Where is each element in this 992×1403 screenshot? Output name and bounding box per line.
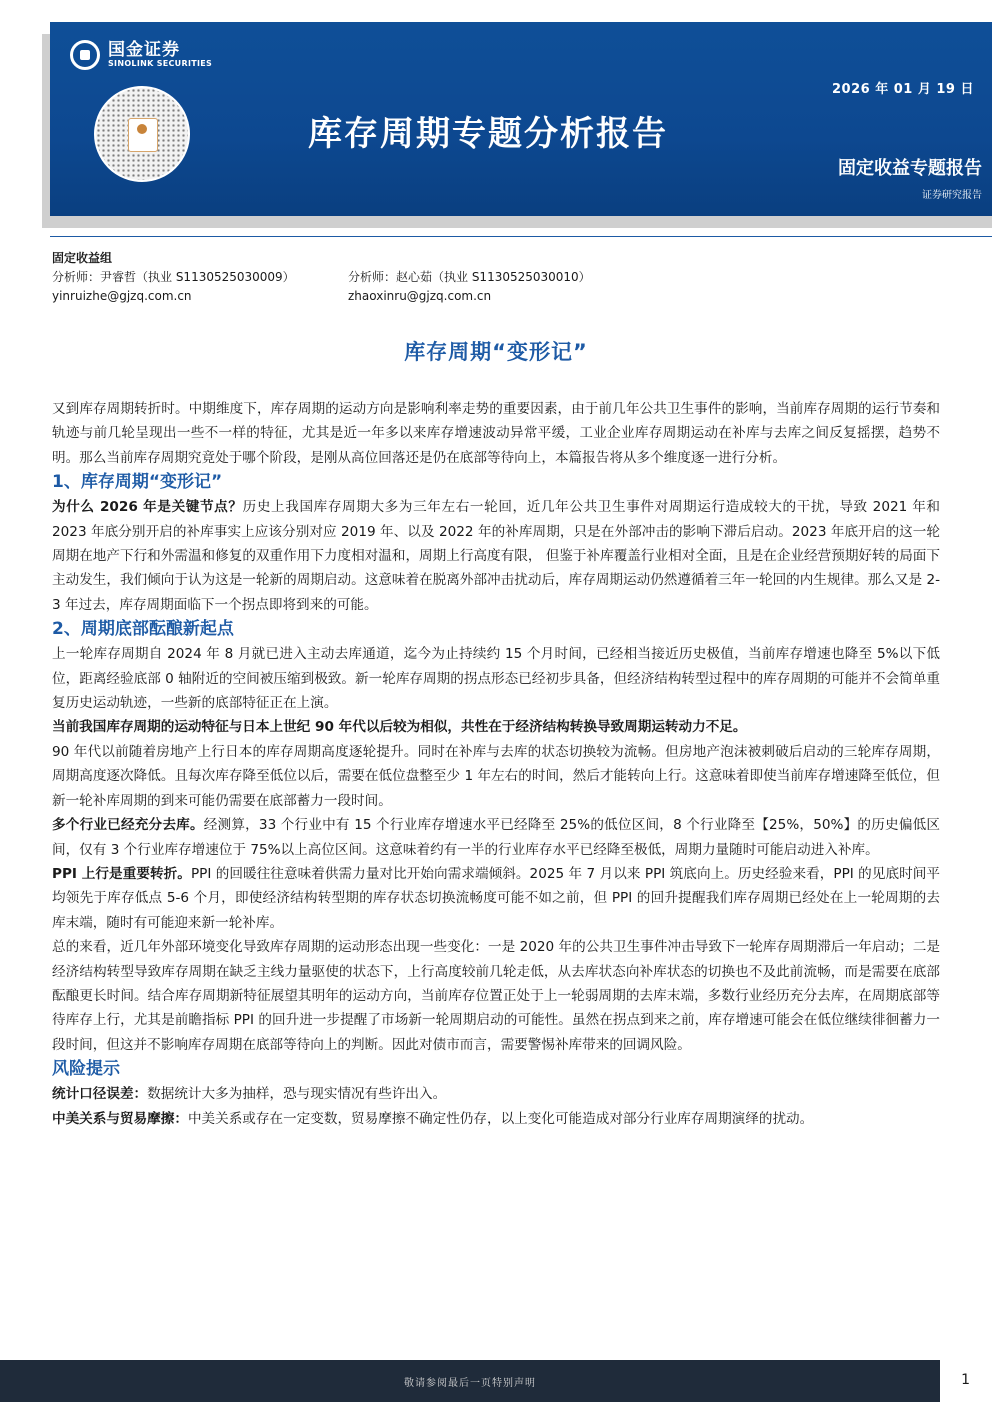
author-block: [52, 249, 591, 306]
report-subtype: 证券研究报告: [922, 190, 982, 201]
risk-item-1-lead: 统计口径误差：: [52, 1086, 148, 1103]
risk-item-2: [52, 1107, 940, 1131]
report-header: [50, 22, 992, 216]
risk-item-2-text: 中美关系或存在一定变数，贸易摩擦不确定性仍存，以上变化可能造成对部分行业库存周期演绎的扰动。: [187, 1110, 814, 1127]
report-date: 2026 年 01 月 19 日: [832, 82, 974, 97]
risk-item-2-lead: 中美关系与贸易摩擦：: [52, 1110, 188, 1127]
research-group: 固定收益组: [52, 251, 113, 265]
intro-paragraph: 又到库存周期转折时。中期维度下，库存周期的运动方向是影响利率走势的重要因素，由于前几年公共卫生事件的影响，当前库存周期的运行节奏和轨迹与前几轮呈现出一些不一样的特征，尤其是近一年多以来库存增速波动异常平缓，工业企业库存周期运动在补库与去库之间反复摇摆，趋势不明。那么当前库存周期究竟处于哪个阶段，是刚从高位回落还是仍在底部等待向上，本篇报告将从多个维度逐一进行分析。: [52, 401, 940, 466]
page-number: 1: [961, 1372, 970, 1388]
section-2-heading: 2、周期底部酝酿新起点: [52, 619, 234, 640]
article-body: [52, 397, 940, 1131]
summary-paragraph: 总的来看，近几年外部环境变化导致库存周期的运动形态出现一些变化：一是 2020 年的公共卫生事件冲击导致下一轮库存周期滞后一年启动；二是经济结构转型导致库存周期在缺乏主线力量驱使的状态下，上行高度较前几轮走低，从去库状态向补库状态的切换也不及此前流畅，而是需要在底部酝酿更长时间。结合库存周期新特征展望其明年的运动方向，当前库存位置正处于上一轮弱周期的去库末端，多数行业经历充分去库，在周期底部等待库存上行，尤其是前瞻指标 PPI 的回升进一步提醒了市场新一轮周期启动的可能性。虽然在拐点到来之前，库存增速可能会在低位继续徘徊蓄力一段时间，但这并不影响库存周期在底部等待向上的判断。因此对债市而言，需要警惕补库带来的回调风险。: [52, 939, 940, 1053]
risk-item-1: [52, 1082, 940, 1106]
risk-item-1-text: 数据统计大多为抽样，恐与现实情况有些许出入。: [147, 1086, 447, 1103]
footer-disclaimer: 敬请参阅最后一页特别声明: [404, 1378, 536, 1389]
analyst-2-name: 分析师：赵心茹（执业 S1130525030010）: [348, 270, 591, 284]
section-1-heading: 1、库存周期“变形记”: [52, 472, 223, 493]
report-title: 库存周期专题分析报告: [308, 114, 668, 154]
section-2-key-finding: 当前我国库存周期的运动特征与日本上世纪 90 年代以后较为相似，共性在于经济结构转换导致周期运转动力不足。: [52, 719, 747, 736]
logo-icon: [70, 40, 100, 70]
section-1-paragraph: [52, 495, 940, 617]
risk-heading: 风险提示: [52, 1059, 120, 1080]
section-1-lead: 为什么 2026 年是关键节点？: [52, 499, 243, 516]
section-1-text: 历史上我国库存周期大多为三年左右一轮回，近几年公共卫生事件对周期运行造成较大的干扰，导致 2021 年和 2023 年底分别开启的补库事实上应该分别对应 2019 年、以及 2022 年的补库周期，只是在外部冲击的影响下滞后启动。2023 年底开启的这一轮周期在地产下行和外需温和修复的双重作用下力度相对温和，周期上行高度有限， 但鉴于补库覆盖行业相对全面，且是在企业经营预期好转的局面下主动发生，我们倾向于认为这是一轮新的周期启动。这意味着在脱离外部冲击扰动后，库存周期运动仍然遵循着三年一轮回的内生规律。那么又是 2-3 年过去，库存周期面临下一个拐点即将到来的可能。: [52, 499, 940, 613]
destock-lead: 多个行业已经充分去库。: [52, 817, 204, 834]
section-2-paragraph-2: 90 年代以前随着房地产上行日本的库存周期高度逐轮提升。同时在补库与去库的状态切换较为流畅。但房地产泡沫被刺破后启动的三轮库存周期，周期高度逐次降低。且每次库存降至低位以后，需要在低位盘整至少 1 年左右的时间，然后才能转向上行。这意味着即使当前库存增速降至低位，但新一轮补库周期的到来可能仍需要在底部蓄力一段时间。: [52, 743, 940, 809]
analyst-1-email[interactable]: yinruizhe@gjzq.com.cn: [52, 289, 192, 303]
qr-code-icon: [94, 86, 190, 182]
analyst-1-name: 分析师：尹睿哲（执业 S1130525030009）: [52, 270, 295, 284]
article-title: 库存周期“变形记”: [404, 340, 588, 364]
section-2-paragraph-3: [52, 813, 940, 862]
logo-en-text: SINOLINK SECURITIES: [108, 59, 213, 68]
ppi-lead: PPI 上行是重要转折。: [52, 865, 191, 882]
section-2-paragraph-1: 上一轮库存周期自 2024 年 8 月就已进入主动去库通道，迄今为止持续约 15 个月时间，已经相当接近历史极值，当前库存增速也降至 5%以下低位，距离经验底部 0 轴附近的空间被压缩到极致。新一轮库存周期的拐点形态已经初步具备，但经济结构转型过程中的库存周期的可能并不会简单重复历史运动轨迹，一些新的底部特征正在上演。: [52, 646, 940, 712]
report-type: 固定收益专题报告: [838, 158, 982, 179]
company-logo: [70, 40, 212, 70]
header-divider: [50, 236, 992, 237]
destock-text: 经测算，33 个行业中有 15 个行业库存增速水平已经降至 25%的低位区间，8 个行业降至【25%，50%】的历史偏低区间，仅有 3 个行业库存增速位于 75%以上高位区间。这意味着约有一半的行业库存水平已经降至极低，周期力量随时可能启动进入补库。: [52, 817, 941, 858]
section-2-paragraph-4: [52, 862, 940, 935]
analyst-2-email[interactable]: zhaoxinru@gjzq.com.cn: [348, 289, 492, 303]
logo-cn-text: 国金证券: [108, 40, 180, 60]
ppi-text: PPI 的回暖往往意味着供需力量对比开始向需求端倾斜。2025 年 7 月以来 PPI 筑底向上。历史经验来看，PPI 的见底时间平均领先于库存低点 5-6 个月，即使经济结构转型期的库存状态切换流畅度可能不如之前，但 PPI 的回升提醒我们库存周期已经处在上一轮周期的去库末端，随时有可能迎来新一轮补库。: [52, 865, 940, 931]
